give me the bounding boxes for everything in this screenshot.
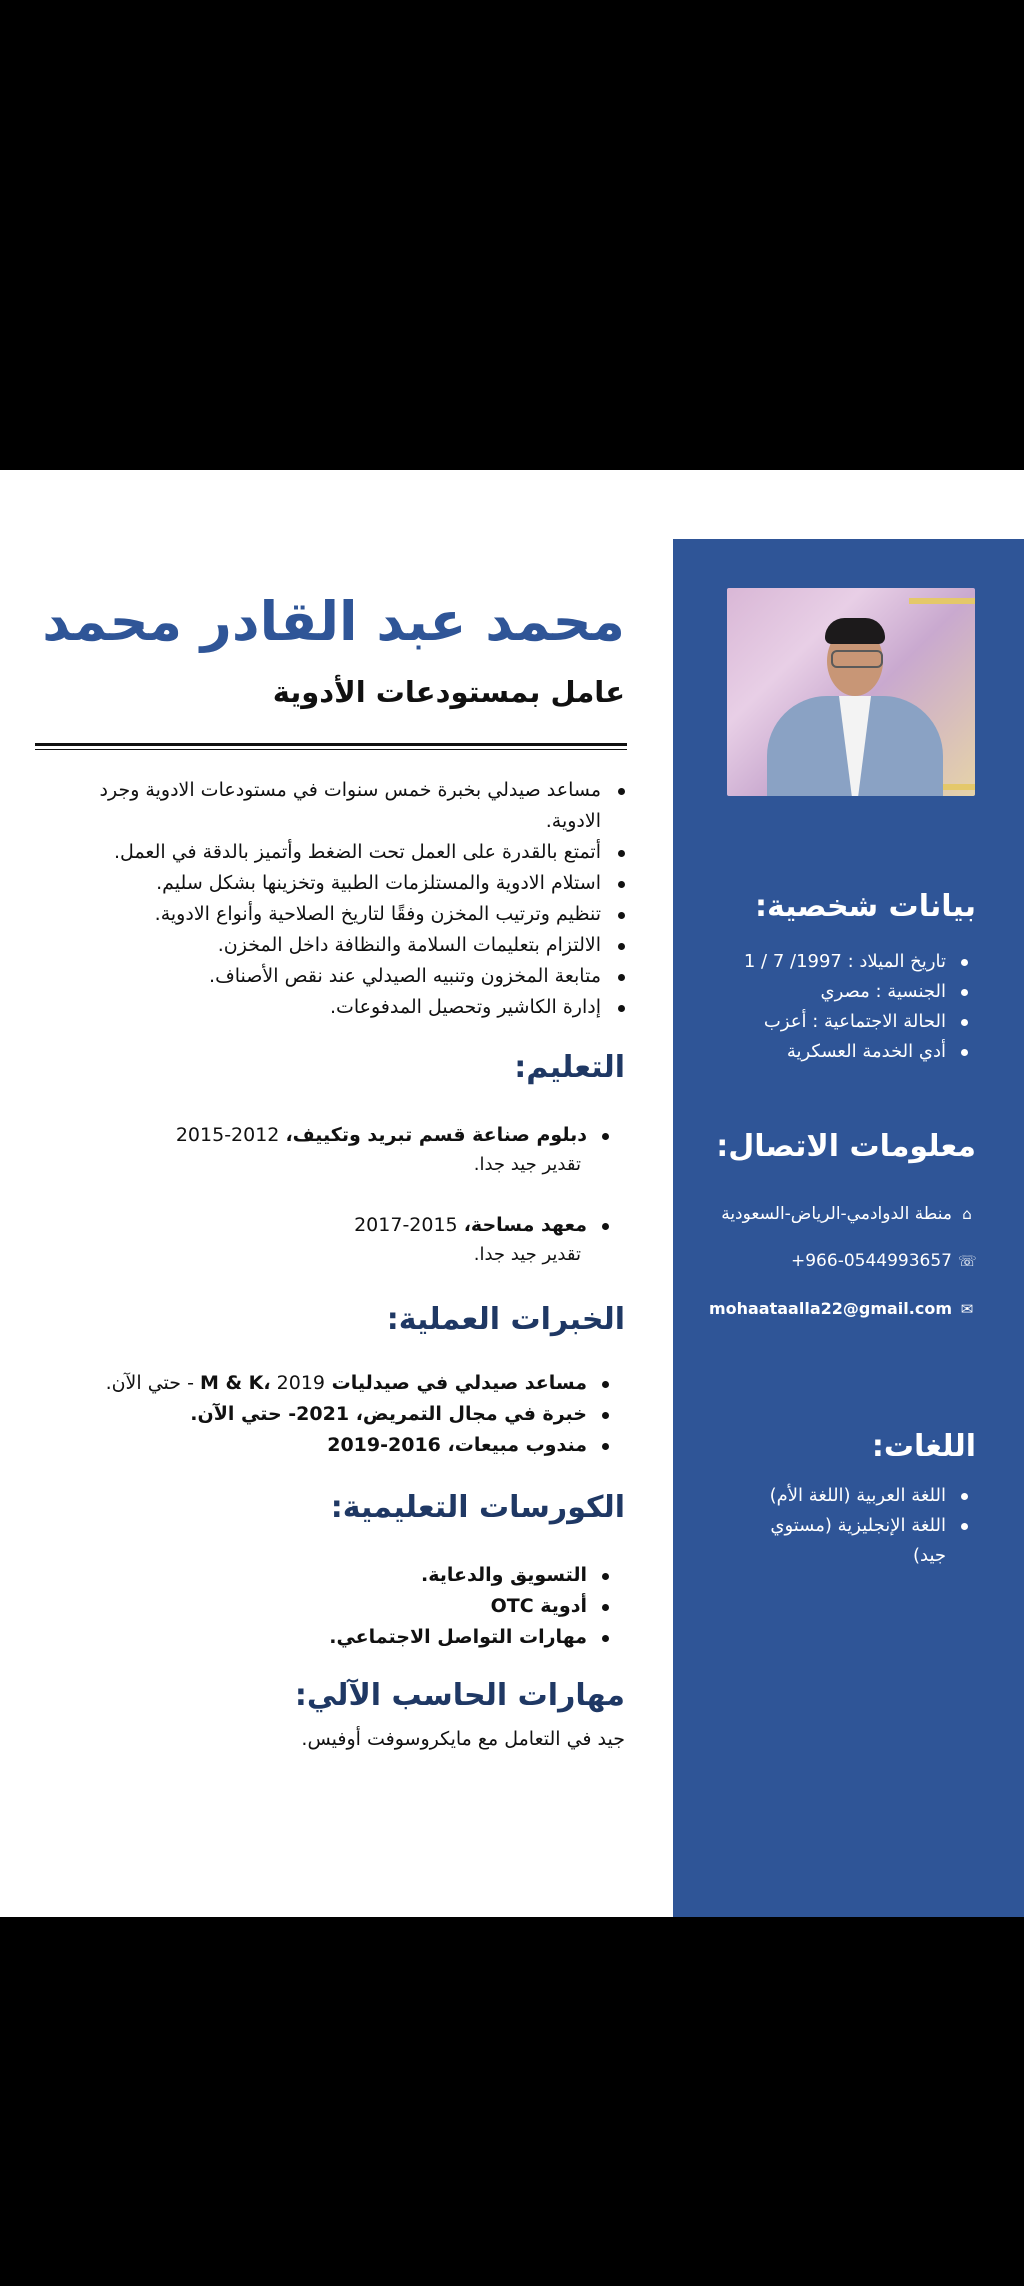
personal-info-item: الجنسية : مصري [744,977,946,1007]
course-item: أدوية OTC [329,1591,611,1622]
experience-detail: 2016-2019 [327,1434,448,1456]
courses-heading: الكورسات التعليمية: [330,1490,625,1525]
experience-list [106,1368,611,1461]
phone-row [791,1251,976,1271]
email-text: mohaataalla22@gmail.com [708,1299,952,1318]
contact-heading: معلومات الاتصال: [716,1129,976,1164]
resume-page [0,470,1024,1917]
education-grade: تقدير جيد جدا. [473,1154,581,1175]
education-heading: التعليم: [514,1050,625,1085]
course-item: التسويق والدعاية. [329,1560,611,1591]
language-item: اللغة العربية (اللغة الأم) [746,1481,946,1511]
experience-title: مندوب مبيعات، [447,1434,587,1456]
header-divider [35,743,627,746]
computer-skills-heading: مهارات الحاسب الآلي: [294,1678,625,1713]
address-row [721,1204,976,1224]
languages-heading: اللغات: [871,1429,976,1464]
mail-icon: ✉ [960,1299,974,1318]
summary-list [65,775,625,1023]
main-column [0,470,673,1917]
language-item: اللغة الإنجليزية (مستوي جيد) [746,1511,946,1571]
summary-item: متابعة المخزون وتنبيه الصيدلي عند نقص الأصناف. [65,961,625,992]
personal-info-item: الحالة الاجتماعية : أعزب [744,1007,946,1037]
experience-item [106,1430,611,1461]
summary-item: استلام الادوية والمستلزمات الطبية وتخزينها بشكل سليم. [65,868,625,899]
education-item [176,1120,611,1151]
education-years: 2015-2017 [354,1214,458,1236]
home-icon: ⌂ [962,1205,972,1223]
languages-list [746,1481,946,1571]
courses-list [329,1560,611,1653]
personal-info-item: تاريخ الميلاد : 1997/ 7 / 1 [744,947,946,977]
header-divider-thin [35,749,627,750]
education-item [354,1210,611,1241]
phone-text: +966-0544993657 [791,1251,952,1271]
summary-item: أتمتع بالقدرة على العمل تحت الضغط وأتميز بالدقة في العمل. [65,837,625,868]
profile-photo [727,588,975,796]
job-title: عامل بمستودعات الأدوية [272,675,625,709]
email-row [709,1299,976,1318]
experience-detail: 2019 - حتي الآن. [105,1372,326,1394]
personal-info-heading: بيانات شخصية: [754,889,976,924]
course-item: مهارات التواصل الاجتماعي. [329,1622,611,1653]
summary-item: إدارة الكاشير وتحصيل المدفوعات. [65,992,625,1023]
personal-info-list [744,947,946,1067]
experience-item [106,1368,611,1399]
experience-title: مساعد صيدلي في صيدليات M & K، [199,1372,587,1394]
experience-item [106,1399,611,1430]
phone-icon: ☏ [958,1252,977,1270]
candidate-name: محمد عبد القادر محمد [42,590,625,653]
experience-heading: الخبرات العملية: [386,1302,625,1337]
computer-skills-text: جيد في التعامل مع مايكروسوفت أوفيس. [301,1728,625,1750]
education-years: 2012-2015 [175,1124,280,1146]
experience-title: خبرة في مجال التمريض، [355,1403,587,1425]
summary-item: مساعد صيدلي بخبرة خمس سنوات في مستودعات الادوية وجرد الادوية. [65,775,625,837]
photo-glasses [831,650,883,668]
experience-detail: 2021- حتي الآن. [190,1403,356,1425]
photo-hair [825,618,885,644]
summary-item: الالتزام بتعليمات السلامة والنظافة داخل المخزن. [65,930,625,961]
address-text: منطة الدوادمي-الرياض-السعودية [721,1204,952,1224]
personal-info-item: أدي الخدمة العسكرية [744,1037,946,1067]
sidebar [673,539,1024,1917]
education-title: معهد مساحة، [463,1214,587,1236]
education-title: دبلوم صناعة قسم تبريد وتكييف، [285,1124,587,1146]
summary-item: تنظيم وترتيب المخزن وفقًا لتاريخ الصلاحية وأنواع الادوية. [65,899,625,930]
education-grade: تقدير جيد جدا. [473,1244,581,1265]
